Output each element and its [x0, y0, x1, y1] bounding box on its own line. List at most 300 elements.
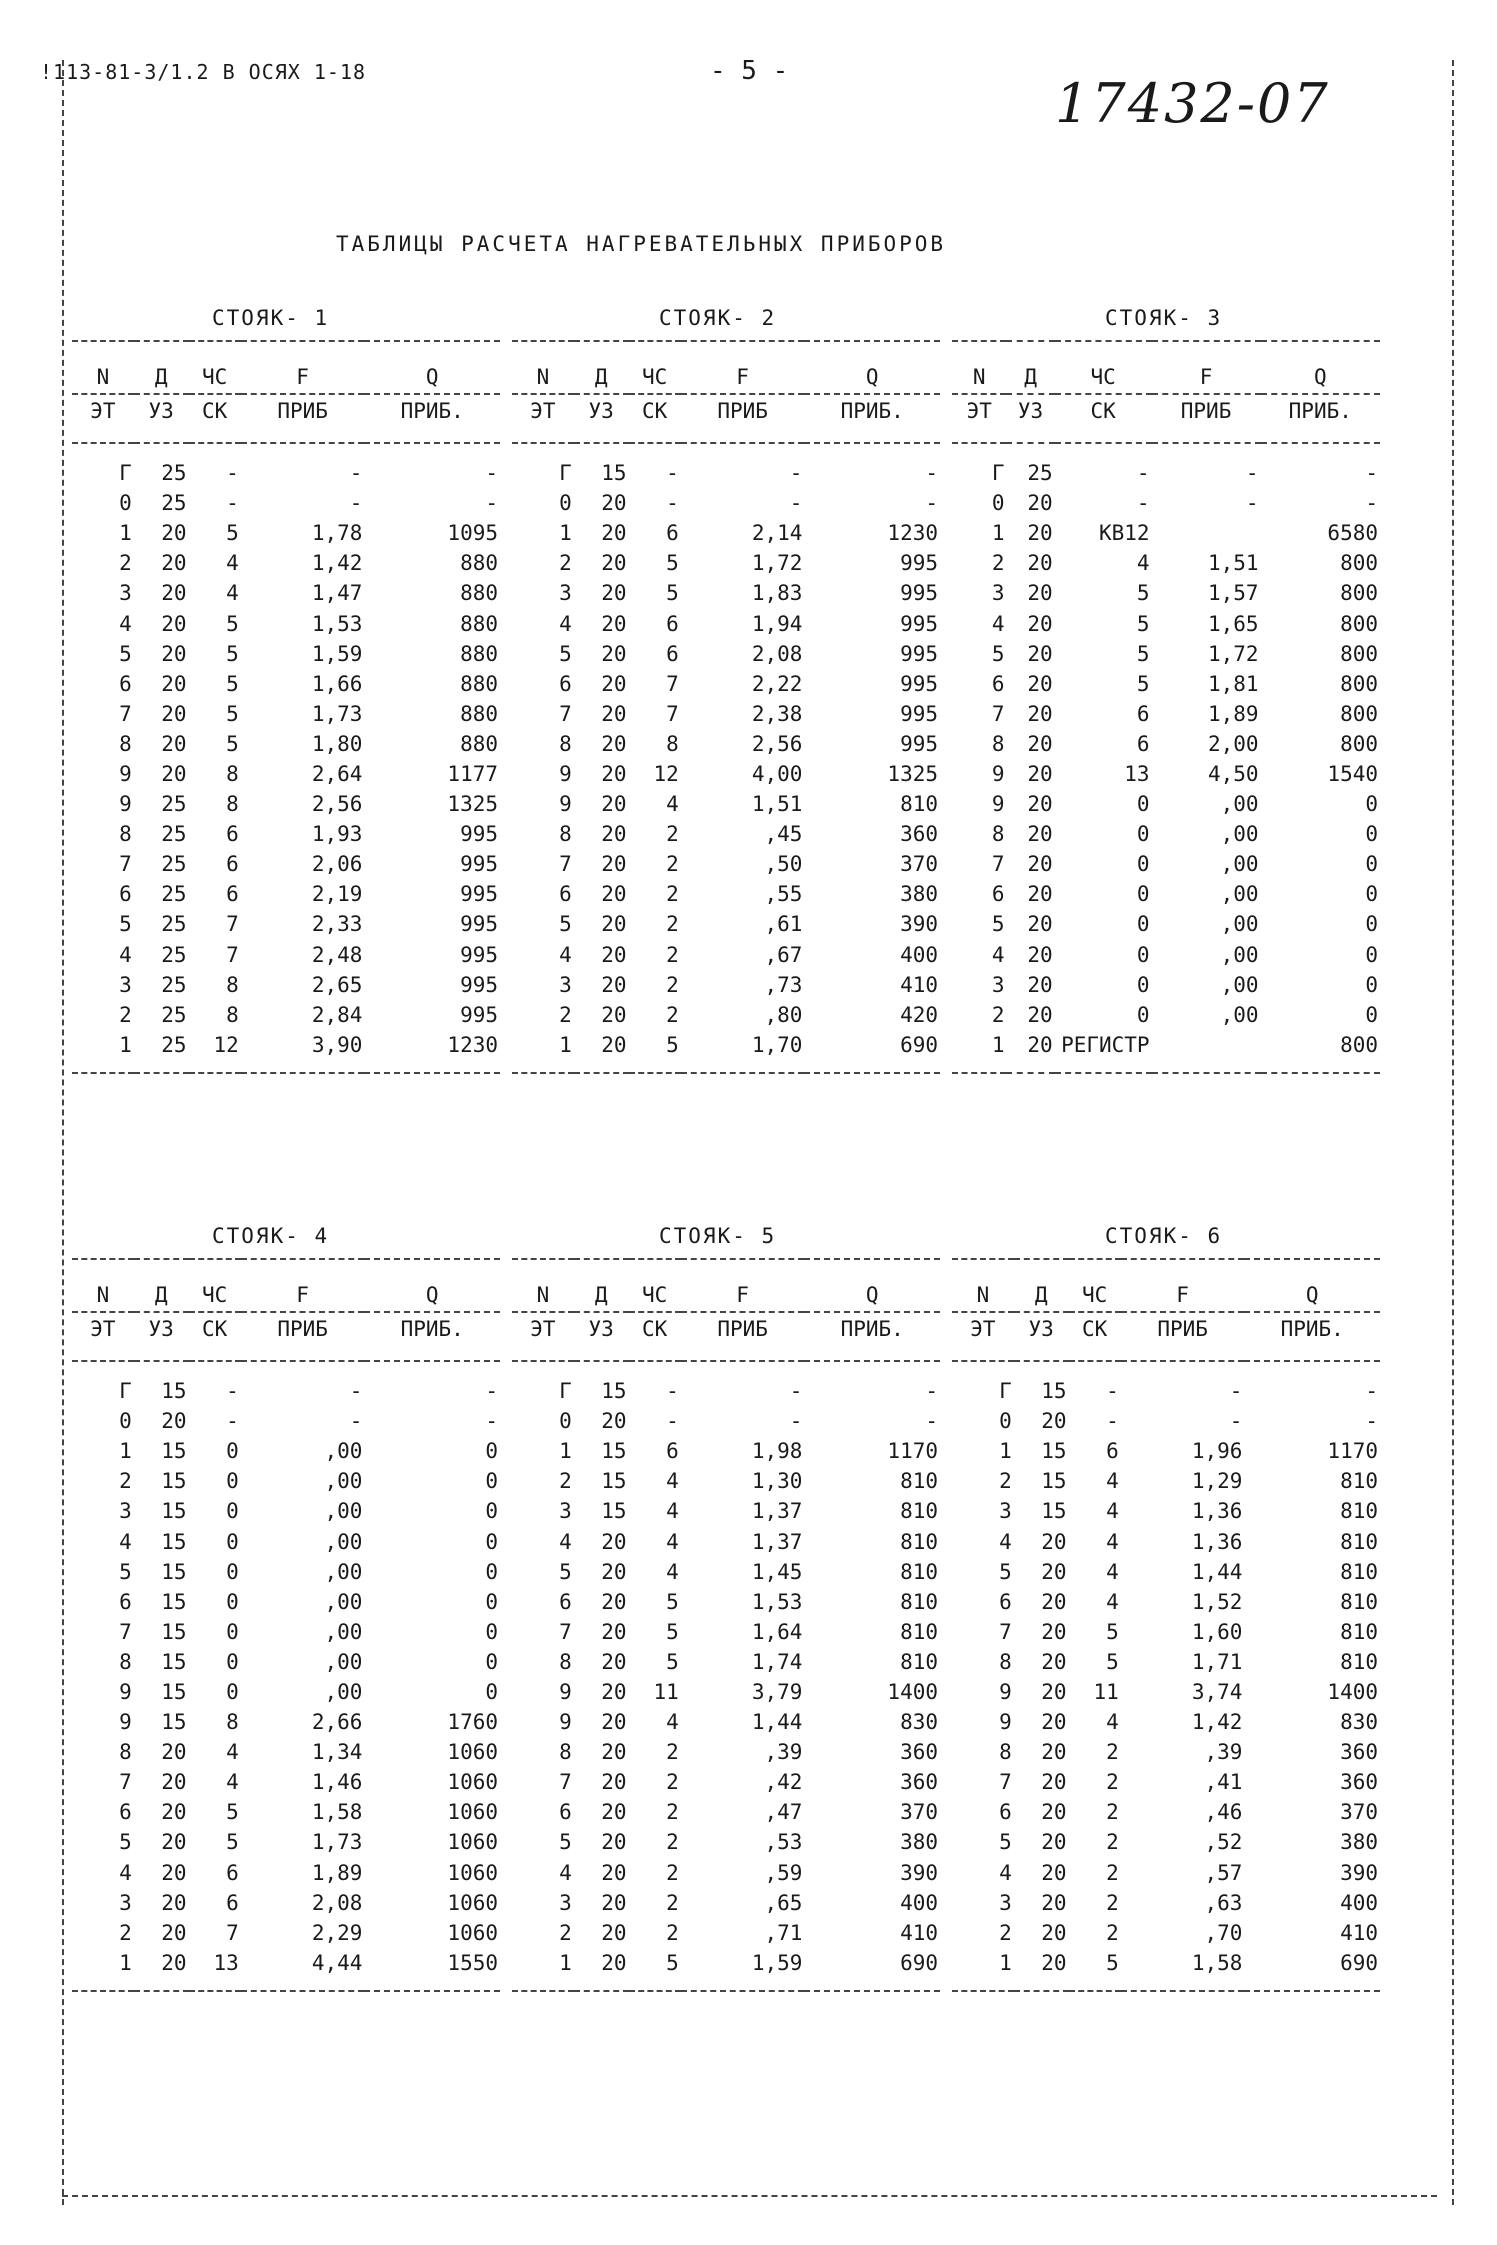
table-cell: 20	[601, 1529, 627, 1554]
table-cell: 7	[119, 852, 132, 877]
table-cell: 6	[559, 671, 572, 696]
table-cell: Г	[559, 461, 572, 486]
table-cell: 20	[1027, 521, 1053, 546]
table-cell: 5	[119, 912, 132, 937]
table-cell: 6	[999, 1800, 1012, 1825]
table-cell: 1,57	[1207, 581, 1259, 606]
table-cell: 2,56	[311, 792, 363, 817]
riser-table	[72, 1258, 500, 1992]
table-cell: 5	[1136, 671, 1150, 696]
table-cell: 2,48	[311, 942, 363, 967]
table-cell: -	[349, 1409, 363, 1434]
table-row	[952, 1361, 1380, 1406]
table-cell: 2	[559, 1002, 572, 1027]
table-cell: 810	[900, 1589, 938, 1614]
table-cell: 1325	[887, 761, 938, 786]
table-cell: 8	[559, 1740, 572, 1765]
table-cell: 20	[1041, 1890, 1067, 1915]
table-cell: 25	[161, 792, 187, 817]
table-cell: 4	[559, 611, 572, 636]
table-cell: 360	[1340, 1770, 1378, 1795]
table-cell: 15	[601, 1439, 627, 1464]
table-cell: 2,06	[311, 852, 363, 877]
table-cell: 400	[900, 942, 938, 967]
table-cell: 0	[226, 1559, 239, 1584]
table-cell: 2	[1106, 1920, 1119, 1945]
column-header: УЗ	[134, 394, 189, 443]
header-row	[72, 1259, 500, 1312]
table-row	[512, 1948, 940, 1991]
header-row	[72, 1312, 500, 1361]
table-cell: ,46	[1204, 1800, 1243, 1825]
table-cell: 880	[460, 731, 498, 756]
column-header: ПРИБ	[241, 394, 365, 443]
table-cell: 880	[460, 611, 498, 636]
table-cell: 810	[900, 792, 938, 817]
table-cell: 20	[1027, 972, 1053, 997]
table-cell: 1	[559, 521, 572, 546]
table-cell: 2,56	[751, 731, 803, 756]
table-row	[512, 488, 940, 518]
table-row	[72, 699, 500, 729]
table-cell: 1170	[887, 1439, 938, 1464]
table-cell: 995	[900, 551, 938, 576]
table-cell: 2	[666, 1890, 679, 1915]
column-header: ПРИБ.	[1261, 394, 1380, 443]
table-cell: 5	[559, 641, 572, 666]
table-cell: 15	[1041, 1469, 1067, 1494]
column-header: N	[952, 1259, 1014, 1312]
table-cell: 20	[601, 1710, 627, 1735]
table-cell: 5	[1106, 1950, 1119, 1975]
table-cell: 800	[1340, 671, 1378, 696]
table-row	[72, 1888, 500, 1918]
column-header: Д	[134, 1259, 189, 1312]
risers-block-top	[62, 300, 1402, 1074]
table-cell: -	[925, 1379, 938, 1404]
table-cell: 25	[161, 882, 187, 907]
table-cell: 1,65	[1207, 611, 1259, 636]
table-cell: 1,70	[751, 1032, 803, 1057]
table-cell: 20	[161, 641, 187, 666]
page-number: - 5 -	[710, 56, 789, 86]
table-cell: 2	[991, 1002, 1005, 1027]
table-cell: 1,80	[311, 731, 363, 756]
table-cell: 3	[559, 1499, 572, 1524]
table-cell: 6	[119, 671, 132, 696]
header-row	[952, 394, 1380, 443]
table-row	[512, 1406, 940, 1436]
table-cell: ,45	[764, 822, 803, 847]
table-row	[512, 1436, 940, 1466]
table-row	[952, 488, 1380, 518]
table-cell: 20	[161, 611, 187, 636]
table-cell: 1060	[447, 1800, 498, 1825]
column-header: СК	[189, 394, 241, 443]
table-cell: 20	[1027, 882, 1053, 907]
table-cell: 1	[119, 1950, 132, 1975]
table-cell: 5	[119, 1830, 132, 1855]
table-cell: ,00	[324, 1469, 363, 1494]
table-row	[512, 1361, 940, 1406]
table-cell: 7	[559, 1770, 572, 1795]
table-cell: 0	[1136, 912, 1150, 937]
table-cell: -	[485, 491, 498, 516]
table-cell: 2	[666, 912, 679, 937]
table-cell: 1	[999, 1950, 1012, 1975]
table-cell: 995	[900, 701, 938, 726]
table-cell: 20	[1041, 1860, 1067, 1885]
table-row	[512, 1677, 940, 1707]
table-cell: 20	[1027, 852, 1053, 877]
table-row	[952, 970, 1380, 1000]
table-cell: 5	[666, 581, 679, 606]
table-cell: 1,52	[1191, 1589, 1243, 1614]
table-cell: 20	[1027, 491, 1053, 516]
table-cell: 9	[119, 761, 132, 786]
table-cell: ,00	[324, 1619, 363, 1644]
table-row	[512, 940, 940, 970]
table-cell: 20	[601, 1830, 627, 1855]
table-cell: -	[349, 491, 363, 516]
table-cell: 1	[999, 1439, 1012, 1464]
table-cell: ,59	[764, 1860, 803, 1885]
table-cell: 4	[119, 1860, 132, 1885]
table-cell: 13	[1124, 761, 1150, 786]
table-cell: 0	[485, 1529, 498, 1554]
riser-table	[512, 340, 940, 1074]
table-row	[952, 608, 1380, 638]
table-row	[72, 1707, 500, 1737]
table-cell: 6	[226, 822, 239, 847]
table-cell: 1177	[447, 761, 498, 786]
table-cell: 20	[161, 761, 187, 786]
table-cell: 20	[1041, 1920, 1067, 1945]
column-header: Q	[804, 1259, 940, 1312]
table-cell: 2	[666, 822, 679, 847]
table-cell: 20	[161, 1770, 187, 1795]
table-cell: 810	[900, 1559, 938, 1584]
column-header: ПРИБ	[681, 394, 805, 443]
table-cell: ,61	[764, 912, 803, 937]
column-header: N	[512, 1259, 574, 1312]
table-cell: 5	[226, 641, 239, 666]
table-cell: 5	[666, 1649, 679, 1674]
table-row	[512, 443, 940, 488]
table-cell: 0	[559, 1409, 572, 1434]
table-cell: ,63	[1204, 1890, 1243, 1915]
table-cell: 4	[226, 1740, 239, 1765]
table-cell: 5	[991, 641, 1005, 666]
table-cell: 1,96	[1191, 1439, 1243, 1464]
table-cell: 810	[1340, 1649, 1378, 1674]
table-cell: 800	[1340, 581, 1378, 606]
table-cell: 5	[1106, 1619, 1119, 1644]
table-row	[952, 1466, 1380, 1496]
table-cell: 0	[485, 1589, 498, 1614]
column-header: ПРИБ	[1152, 394, 1261, 443]
table-cell: 7	[559, 1619, 572, 1644]
table-cell: ,00	[1220, 852, 1259, 877]
header-row	[72, 394, 500, 443]
table-cell: 20	[1027, 792, 1053, 817]
table-cell: 15	[601, 461, 627, 486]
table-cell: 7	[119, 1619, 132, 1644]
table-cell: 5	[1136, 611, 1150, 636]
column-header: СК	[1069, 1312, 1121, 1361]
table-cell: 1,29	[1191, 1469, 1243, 1494]
table-cell: 15	[161, 1439, 187, 1464]
table-cell: 400	[1340, 1890, 1378, 1915]
table-cell: 995	[900, 731, 938, 756]
table-cell: 1095	[447, 521, 498, 546]
table-cell: -	[226, 1409, 239, 1434]
table-cell: 810	[900, 1469, 938, 1494]
table-cell: 1,78	[311, 521, 363, 546]
table-cell: 0	[226, 1649, 239, 1674]
column-header: ЭТ	[952, 1312, 1014, 1361]
table-cell: 2	[559, 551, 572, 576]
table-cell: 3	[559, 581, 572, 606]
table-row	[512, 518, 940, 548]
table-cell: 20	[161, 671, 187, 696]
table-row	[512, 548, 940, 578]
table-cell: 0	[1136, 1002, 1150, 1027]
table-cell: 20	[1041, 1589, 1067, 1614]
table-row	[72, 909, 500, 939]
riser-titles-row	[62, 300, 1402, 340]
table-cell: 995	[900, 641, 938, 666]
table-row	[72, 789, 500, 819]
table-cell: 2,08	[751, 641, 803, 666]
table-cell: -	[789, 461, 803, 486]
table-cell: 20	[1027, 671, 1053, 696]
table-cell: 4	[226, 581, 239, 606]
table-cell: 20	[601, 942, 627, 967]
column-header: УЗ	[1006, 394, 1054, 443]
table-row	[512, 1587, 940, 1617]
table-row	[72, 1677, 500, 1707]
table-cell: 2	[666, 1770, 679, 1795]
table-cell: 0	[226, 1439, 239, 1464]
table-cell: 1,44	[751, 1710, 803, 1735]
table-cell: 5	[226, 1800, 239, 1825]
table-cell: 6	[999, 1589, 1012, 1614]
table-cell: 15	[161, 1589, 187, 1614]
table-cell: 6	[559, 1800, 572, 1825]
table-cell: 1,81	[1207, 671, 1259, 696]
table-cell: 2,29	[311, 1920, 363, 1945]
table-row	[952, 849, 1380, 879]
table-cell: 20	[601, 611, 627, 636]
table-row	[512, 669, 940, 699]
table-cell: 1060	[447, 1920, 498, 1945]
table-row	[72, 759, 500, 789]
table-cell: -	[925, 491, 938, 516]
table-cell: -	[226, 1379, 239, 1404]
table-cell: 3	[119, 1890, 132, 1915]
table-cell: 25	[161, 491, 187, 516]
table-cell: 4	[1106, 1559, 1119, 1584]
table-cell: 3	[119, 972, 132, 997]
table-cell: 3,79	[751, 1679, 803, 1704]
column-header: ЭТ	[512, 1312, 574, 1361]
table-cell: Г	[559, 1379, 572, 1404]
table-cell: 0	[226, 1679, 239, 1704]
table-cell: -	[666, 1379, 679, 1404]
table-row	[72, 1647, 500, 1677]
table-row	[72, 1767, 500, 1797]
table-cell: -	[1229, 1379, 1243, 1404]
table-cell: Г	[119, 461, 132, 486]
table-row	[512, 909, 940, 939]
table-cell	[1152, 1030, 1261, 1073]
table-cell: 4	[991, 942, 1005, 967]
table-cell: 0	[1136, 792, 1150, 817]
table-cell: 3	[999, 1499, 1012, 1524]
column-header: Д	[134, 341, 189, 394]
table-cell: 1060	[447, 1770, 498, 1795]
riser-title: СТОЯК- 2	[659, 306, 777, 330]
table-cell: 400	[900, 1890, 938, 1915]
table-cell: 390	[1340, 1860, 1378, 1885]
table-cell	[1152, 518, 1261, 548]
table-row	[72, 819, 500, 849]
table-cell: 20	[601, 972, 627, 997]
table-row	[952, 1587, 1380, 1617]
table-cell: 12	[213, 1032, 239, 1057]
table-cell: 0	[226, 1499, 239, 1524]
table-row	[512, 1737, 940, 1767]
table-cell: 2	[666, 942, 679, 967]
table-cell: ,73	[764, 972, 803, 997]
table-cell: 8	[119, 822, 132, 847]
table-cell: 995	[460, 822, 498, 847]
table-cell: 15	[601, 1379, 627, 1404]
table-row	[512, 699, 940, 729]
table-cell: 810	[1340, 1529, 1378, 1554]
table-row	[72, 1827, 500, 1857]
table-row	[512, 1918, 940, 1948]
table-cell: 390	[900, 912, 938, 937]
table-cell: 2,65	[311, 972, 363, 997]
table-cell: 800	[1340, 731, 1378, 756]
table-cell: 2	[666, 1740, 679, 1765]
column-header: ПРИБ	[241, 1312, 365, 1361]
table-cell: 9	[999, 1679, 1012, 1704]
table-cell: 390	[900, 1860, 938, 1885]
table-row	[72, 578, 500, 608]
table-cell: 6	[1106, 1439, 1119, 1464]
table-cell: ,00	[324, 1529, 363, 1554]
table-row	[72, 548, 500, 578]
table-cell: 1,71	[1191, 1649, 1243, 1674]
table-cell: 20	[601, 701, 627, 726]
table-cell: 4	[999, 1529, 1012, 1554]
table-cell: ,52	[1204, 1830, 1243, 1855]
table-cell: 1,47	[311, 581, 363, 606]
table-cell: 2	[559, 1469, 572, 1494]
table-cell: 0	[559, 491, 572, 516]
table-cell: ,50	[764, 852, 803, 877]
table-cell: 1	[119, 1032, 132, 1057]
table-cell: 20	[601, 521, 627, 546]
table-cell: 995	[900, 671, 938, 696]
table-cell: 15	[161, 1679, 187, 1704]
table-cell: 800	[1340, 641, 1378, 666]
table-cell: 13	[213, 1950, 239, 1975]
table-row	[512, 608, 940, 638]
table-cell: 8	[226, 761, 239, 786]
column-header: F	[241, 341, 365, 394]
table-row	[72, 1030, 500, 1073]
table-row	[512, 1496, 940, 1526]
table-cell: -	[925, 1409, 938, 1434]
table-cell: 2	[666, 1860, 679, 1885]
table-row	[952, 759, 1380, 789]
table-cell: 4	[666, 1559, 679, 1584]
table-cell: 4	[1106, 1499, 1119, 1524]
table-cell: 7	[999, 1770, 1012, 1795]
table-row	[952, 1797, 1380, 1827]
table-cell: 20	[161, 701, 187, 726]
table-row	[72, 1557, 500, 1587]
table-cell: 1,53	[751, 1589, 803, 1614]
table-cell: 9	[559, 1710, 572, 1735]
table-cell: -	[1365, 461, 1378, 486]
table-cell: 0	[999, 1409, 1012, 1434]
table-cell: 0	[485, 1469, 498, 1494]
table-cell: -	[1106, 1409, 1119, 1434]
table-cell: 880	[460, 641, 498, 666]
table-cell: 15	[161, 1710, 187, 1735]
table-cell: 1,37	[751, 1529, 803, 1554]
table-cell: 20	[601, 671, 627, 696]
table-row	[952, 1858, 1380, 1888]
table-cell: ,00	[1220, 942, 1259, 967]
table-cell: 1550	[447, 1950, 498, 1975]
table-cell: 5	[999, 1559, 1012, 1584]
table-row	[72, 488, 500, 518]
column-header: ЧС	[1069, 1259, 1121, 1312]
table-cell: 810	[1340, 1589, 1378, 1614]
table-cell: 1540	[1327, 761, 1378, 786]
table-cell: 20	[601, 1920, 627, 1945]
table-row	[72, 669, 500, 699]
table-cell: 20	[601, 1032, 627, 1057]
table-cell: 1170	[1327, 1439, 1378, 1464]
table-row	[952, 1617, 1380, 1647]
table-cell: 2	[119, 1469, 132, 1494]
table-cell: 2,08	[311, 1890, 363, 1915]
column-header: ЧС	[189, 341, 241, 394]
header-row	[72, 341, 500, 394]
table-cell: 20	[601, 1409, 627, 1434]
table-cell: 20	[1027, 731, 1053, 756]
table-cell: ,00	[1220, 882, 1259, 907]
table-cell: 810	[1340, 1499, 1378, 1524]
table-cell: ,42	[764, 1770, 803, 1795]
table-cell: 1,66	[311, 671, 363, 696]
table-row	[952, 1000, 1380, 1030]
table-row	[512, 1000, 940, 1030]
table-cell: 9	[559, 761, 572, 786]
table-cell: 7	[119, 701, 132, 726]
column-header: Д	[574, 341, 629, 394]
table-cell: 20	[1041, 1409, 1067, 1434]
table-cell: 4	[666, 1469, 679, 1494]
table-cell: 0	[1365, 852, 1378, 877]
